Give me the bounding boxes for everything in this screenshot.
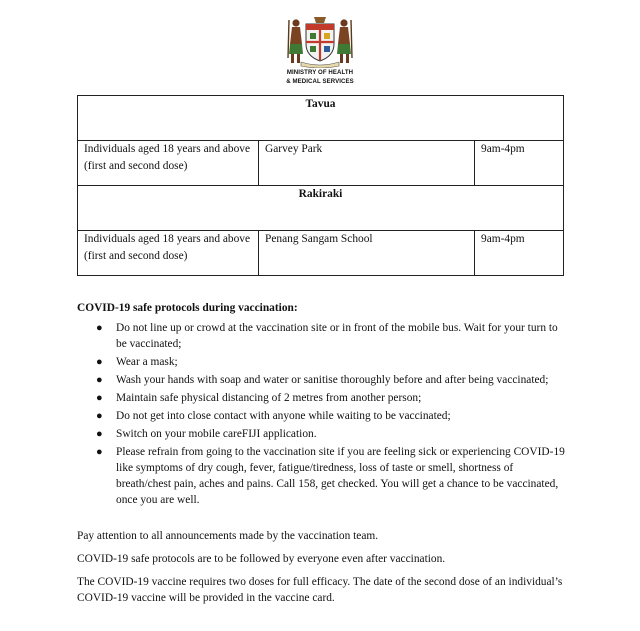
list-item [96,354,567,370]
town-name: Rakiraki [78,186,564,231]
list-item-text: Do not get into close contact with anyone while waiting to be vaccinated; [116,410,451,422]
list-item [96,390,567,406]
two-doses-note: The COVID-19 vaccine requires two doses for full efficacy. The date of the second dose of an individual’s COVID-19 vaccine will be provided in the vaccine card. [77,576,563,604]
ministry-name-line1: MINISTRY OF HEALTH [286,69,354,76]
bullet-icon: ● [96,356,103,368]
eligible-group: Individuals aged 18 years and above (first and second dose) [78,141,259,186]
list-item [96,320,567,352]
town-header-row [78,96,564,141]
list-item [96,426,567,442]
list-item-text: Switch on your mobile careFIJI application. [116,428,317,440]
town-header-row [78,186,564,231]
bullet-icon: ● [96,374,103,386]
list-item [96,408,567,424]
list-item-text: Please refrain from going to the vaccination site if you are feeling sick or experiencing COVID-19 like symptoms of dry cough, fever, fatigue/tiredness, loss of taste or smell, shortness of breath/chest pain, aches and pains. Call 158, get checked. You will get a chance to be vaccinated, once you are well. [116,446,565,506]
announcements-note: Pay attention to all announcements made by the vaccination team. [77,530,379,542]
protocols-title: COVID-19 safe protocols during vaccination: [77,302,298,314]
eligible-group: Individuals aged 18 years and above (first and second dose) [78,231,259,276]
bullet-icon: ● [96,428,103,440]
bullet-icon: ● [96,446,103,458]
vaccination-schedule-table [77,95,564,276]
ministry-name-line2: & MEDICAL SERVICES [286,78,354,85]
protocols-list [77,320,567,508]
list-item-text: Wear a mask; [116,356,178,368]
time: 9am-4pm [475,231,564,276]
venue: Garvey Park [259,141,475,186]
time: 9am-4pm [475,141,564,186]
bullet-icon: ● [96,410,103,422]
list-item-text: Maintain safe physical distancing of 2 metres from another person; [116,392,422,404]
protocols-section [77,300,567,510]
bullet-icon: ● [96,322,103,334]
list-item-text: Do not line up or crowd at the vaccination site or in front of the mobile bus. Wait for your turn to be vaccinated; [116,322,558,350]
town-name: Tavua [78,96,564,141]
list-item [96,372,567,388]
table-row [78,141,564,186]
bullet-icon: ● [96,392,103,404]
letterhead [0,14,640,86]
fiji-coat-of-arms-icon [287,14,353,68]
after-vaccination-note: COVID-19 safe protocols are to be followed by everyone even after vaccination. [77,553,446,565]
list-item [96,444,567,508]
table-row [78,231,564,276]
venue: Penang Sangam School [259,231,475,276]
list-item-text: Wash your hands with soap and water or sanitise thoroughly before and after being vaccinated; [116,374,549,386]
